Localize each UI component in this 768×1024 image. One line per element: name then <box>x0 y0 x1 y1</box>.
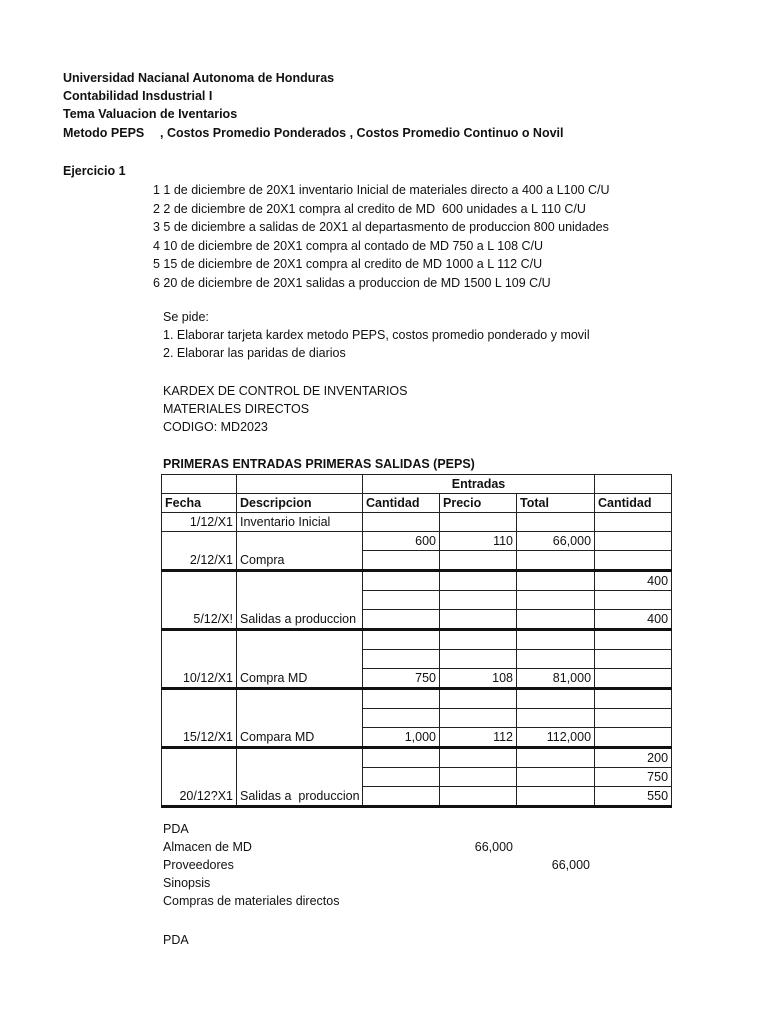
entrada-cantidad-cell <box>363 571 440 591</box>
entrada-precio-cell: 108 <box>440 669 517 689</box>
fecha-cell: 15/12/X1 <box>162 689 237 748</box>
col-descripcion: Descripcion <box>237 494 363 513</box>
entrada-cantidad-cell <box>363 591 440 610</box>
method-list: , Costos Promedio Ponderados , Costos Promedio Continuo o Novil <box>160 126 564 140</box>
credit-amount: 66,000 <box>551 858 590 872</box>
synopsis-label: Sinopsis <box>163 876 211 890</box>
descripcion-cell: Compara MD <box>237 689 363 748</box>
entrada-total-cell: 81,000 <box>517 669 595 689</box>
entrada-cantidad-cell: 600 <box>363 532 440 551</box>
entrada-cantidad-cell <box>363 768 440 787</box>
synopsis-text: Compras de materiales directos <box>163 894 340 908</box>
fecha-cell: 5/12/X! <box>162 571 237 630</box>
entrada-cantidad-cell <box>363 787 440 807</box>
col-fecha: Fecha <box>162 494 237 513</box>
salida-cantidad-cell <box>595 551 672 571</box>
salida-cantidad-cell <box>595 709 672 728</box>
entrada-total-cell <box>517 571 595 591</box>
salida-cantidad-cell <box>595 689 672 709</box>
pda-label: PDA <box>163 822 189 836</box>
salida-cantidad-cell: 750 <box>595 768 672 787</box>
entrada-total-cell <box>517 610 595 630</box>
col-precio: Precio <box>440 494 517 513</box>
table-row <box>162 630 672 650</box>
entrada-precio-cell <box>440 630 517 650</box>
entrada-precio-cell <box>440 591 517 610</box>
salida-cantidad-cell <box>595 591 672 610</box>
entrada-precio-cell <box>440 787 517 807</box>
entradas-header: Entradas <box>363 475 595 494</box>
entrada-total-cell <box>517 551 595 571</box>
table-column-header-row <box>162 494 672 513</box>
entrada-cantidad-cell <box>363 709 440 728</box>
task-1: 1. Elaborar tarjeta kardex metodo PEPS, costos promedio ponderado y movil <box>163 328 590 342</box>
descripcion-cell: Salidas a produccion <box>237 748 363 807</box>
topic-title: Tema Valuacion de Iventarios <box>63 107 238 121</box>
salida-cantidad-cell: 550 <box>595 787 672 807</box>
university-title: Universidad Nacianal Autonoma de Honduras <box>63 71 335 85</box>
entrada-total-cell <box>517 650 595 669</box>
entrada-precio-cell <box>440 513 517 532</box>
kardex-subtitle: MATERIALES DIRECTOS <box>163 402 310 416</box>
entrada-precio-cell <box>440 748 517 768</box>
kardex-table <box>161 474 672 808</box>
task-2: 2. Elaborar las paridas de diarios <box>163 346 346 360</box>
entrada-total-cell <box>517 787 595 807</box>
salida-cantidad-cell <box>595 669 672 689</box>
method-label: Metodo PEPS <box>63 126 145 140</box>
exercise-item: 5 15 de diciembre de 20X1 compra al credito de MD 1000 a L 112 C/U <box>153 257 543 272</box>
entrada-total-cell <box>517 630 595 650</box>
course-title: Contabilidad Insdustrial I <box>63 89 213 103</box>
salida-cantidad-cell: 400 <box>595 610 672 630</box>
fecha-cell: 2/12/X1 <box>162 532 237 571</box>
entrada-precio-cell <box>440 709 517 728</box>
entrada-total-cell <box>517 689 595 709</box>
exercise-item: 6 20 de diciembre de 20X1 salidas a produccion de MD 1500 L 109 C/U <box>153 276 551 290</box>
entrada-precio-cell: 112 <box>440 728 517 748</box>
exercise-item: 3 5 de diciembre a salidas de 20X1 al departasmento de produccion 800 unidades <box>153 220 609 235</box>
entrada-cantidad-cell <box>363 551 440 571</box>
entrada-precio-cell: 110 <box>440 532 517 551</box>
table-row <box>162 689 672 709</box>
salida-cantidad-cell: 200 <box>595 748 672 768</box>
fecha-cell: 10/12/X1 <box>162 630 237 689</box>
entrada-total-cell <box>517 709 595 728</box>
exercise-title: Ejercicio 1 <box>63 164 126 178</box>
salida-cantidad-cell <box>595 513 672 532</box>
exercise-item: 4 10 de diciembre de 20X1 compra al contado de MD 750 a L 108 C/U <box>153 238 544 253</box>
entrada-total-cell <box>517 513 595 532</box>
descripcion-cell: Salidas a produccion <box>237 571 363 630</box>
salida-cantidad-cell <box>595 630 672 650</box>
salida-cantidad-cell <box>595 728 672 748</box>
salida-cantidad-cell: 400 <box>595 571 672 591</box>
table-row <box>162 532 672 551</box>
entrada-cantidad-cell <box>363 513 440 532</box>
entrada-precio-cell <box>440 689 517 709</box>
fecha-cell: 20/12?X1 <box>162 748 237 807</box>
entrada-cantidad-cell: 750 <box>363 669 440 689</box>
descripcion-cell: Compra <box>237 532 363 571</box>
salida-cantidad-cell <box>595 532 672 551</box>
entrada-total-cell: 66,000 <box>517 532 595 551</box>
exercise-item: 1 1 de diciembre de 20X1 inventario Inicial de materiales directo a 400 a L100 C/U <box>153 183 610 197</box>
col-cantidad: Cantidad <box>363 494 440 513</box>
entrada-precio-cell <box>440 650 517 669</box>
descripcion-cell: Compra MD <box>237 630 363 689</box>
entrada-total-cell <box>517 591 595 610</box>
debit-account: Almacen de MD <box>163 840 252 854</box>
exercise-item: 2 2 de diciembre de 20X1 compra al credito de MD 600 unidades a L 110 C/U <box>153 201 586 216</box>
entrada-cantidad-cell <box>363 650 440 669</box>
fecha-cell: 1/12/X1 <box>162 513 237 532</box>
entrada-cantidad-cell <box>363 630 440 650</box>
col-cantidad-2: Cantidad <box>595 494 672 513</box>
entrada-total-cell <box>517 748 595 768</box>
table-row <box>162 571 672 591</box>
kardex-code: CODIGO: MD2023 <box>163 420 268 434</box>
entrada-precio-cell <box>440 768 517 787</box>
entrada-cantidad-cell <box>363 689 440 709</box>
entrada-precio-cell <box>440 551 517 571</box>
se-pide-label: Se pide: <box>163 310 209 324</box>
table-group-header-row <box>162 475 672 494</box>
table-row <box>162 513 672 532</box>
entrada-cantidad-cell <box>363 610 440 630</box>
kardex-title: KARDEX DE CONTROL DE INVENTARIOS <box>163 384 408 398</box>
kardex-method-title: PRIMERAS ENTRADAS PRIMERAS SALIDAS (PEPS) <box>163 457 475 471</box>
entrada-total-cell: 112,000 <box>517 728 595 748</box>
entrada-precio-cell <box>440 610 517 630</box>
table-row <box>162 748 672 768</box>
salida-cantidad-cell <box>595 650 672 669</box>
pda-label-2: PDA <box>163 933 189 947</box>
entrada-precio-cell <box>440 571 517 591</box>
debit-amount: 66,000 <box>474 840 513 854</box>
credit-account: Proveedores <box>163 858 234 872</box>
entrada-cantidad-cell <box>363 748 440 768</box>
entrada-total-cell <box>517 768 595 787</box>
entrada-cantidad-cell: 1,000 <box>363 728 440 748</box>
col-total: Total <box>517 494 595 513</box>
descripcion-cell: Inventario Inicial <box>237 513 363 532</box>
